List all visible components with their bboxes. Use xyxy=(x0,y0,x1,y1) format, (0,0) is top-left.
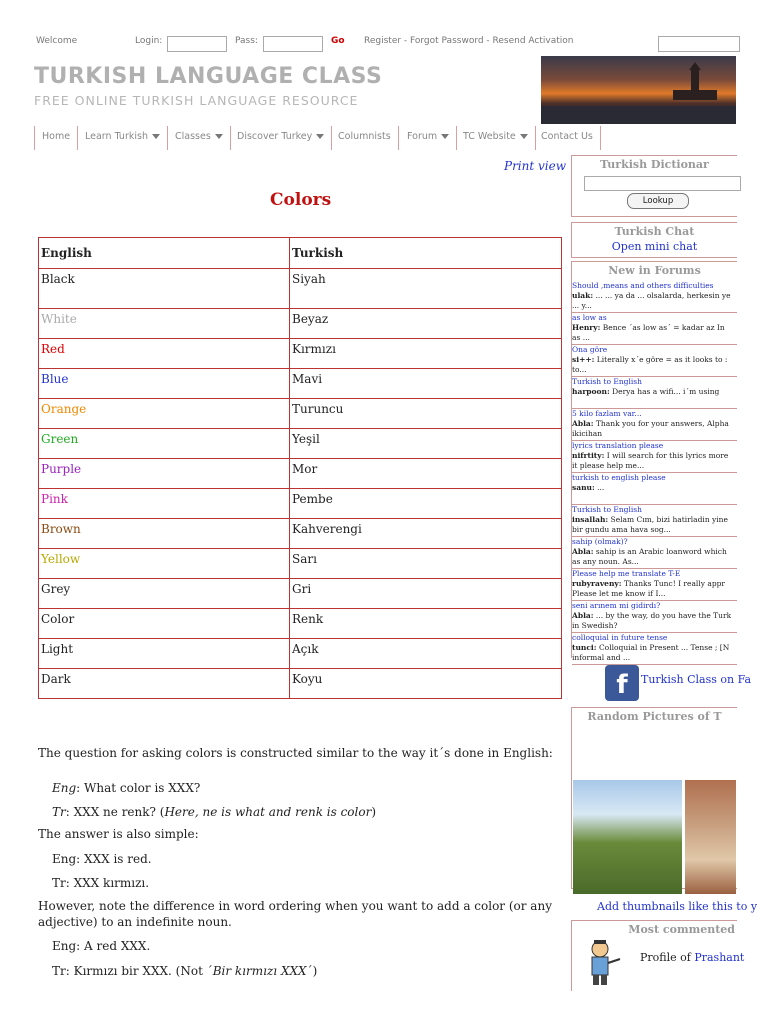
english-cell: Light xyxy=(39,639,290,669)
english-cell: Color xyxy=(39,609,290,639)
forum-snippet xyxy=(572,451,737,461)
forum-item[interactable] xyxy=(572,441,737,473)
most-commented-title: Most commented xyxy=(628,923,735,936)
go-button[interactable]: Go xyxy=(331,36,345,46)
english-cell: Pink xyxy=(39,489,290,519)
forum-text: Selam Cım, bizi hatirladin yine xyxy=(608,515,728,524)
profile-label: Profile of xyxy=(640,951,691,964)
table-row xyxy=(39,399,562,429)
turkish-cell: Açık xyxy=(290,639,562,669)
forum-text: Thank you for your answers, Alpha xyxy=(593,419,729,428)
forum-thread-title[interactable]: Turkish to English xyxy=(572,505,642,514)
login-input[interactable] xyxy=(167,36,227,52)
turkish-cell: Kırmızı xyxy=(290,339,562,369)
turkish-cell: Gri xyxy=(290,579,562,609)
turkish-cell: Mor xyxy=(290,459,562,489)
account-links[interactable]: Register - Forgot Password - Resend Activation xyxy=(364,36,574,46)
forum-thread-title[interactable]: Please help me translate T-E xyxy=(572,569,681,578)
search-input[interactable] xyxy=(658,36,740,52)
intro-paragraph: The question for asking colors is constructed similar to the way it´s done in English: xyxy=(38,746,553,760)
nav-forum[interactable] xyxy=(400,126,457,150)
chat-box xyxy=(571,222,737,258)
forum-snippet xyxy=(572,483,737,493)
nav-discover-label: Discover Turkey xyxy=(237,131,313,142)
table-row xyxy=(39,609,562,639)
forum-user: si++: xyxy=(572,355,595,364)
dictionary-input[interactable] xyxy=(584,176,741,191)
nav-columnists[interactable] xyxy=(331,126,399,150)
profile-name-link[interactable]: Prashant xyxy=(694,951,745,964)
turkish-cell: Beyaz xyxy=(290,309,562,339)
site-subtitle: FREE ONLINE TURKISH LANGUAGE RESOURCE xyxy=(34,93,359,108)
dictionary-title: Turkish Dictionar xyxy=(600,158,709,171)
top-login-bar xyxy=(0,36,768,56)
forum-user: sanu: xyxy=(572,483,595,492)
nav-classes-label: Classes xyxy=(175,131,211,142)
table-row xyxy=(39,429,562,459)
forum-user: Henry: xyxy=(572,323,601,332)
add-thumbnails-link[interactable]: Add thumbnails like this to y xyxy=(597,900,758,913)
forum-item[interactable] xyxy=(572,569,737,601)
open-chat-link[interactable]: Open mini chat xyxy=(611,240,698,253)
forum-more: ikicihan xyxy=(572,429,603,438)
forum-item[interactable] xyxy=(572,313,737,345)
forum-snippet xyxy=(572,323,737,333)
forum-user: Abla: xyxy=(572,611,594,620)
market-photo[interactable] xyxy=(685,780,736,894)
facebook-link[interactable]: Turkish Class on Fa xyxy=(641,673,752,686)
forum-more: as ... xyxy=(572,333,590,342)
english-cell: White xyxy=(39,309,290,339)
forum-user: harpoon: xyxy=(572,387,610,396)
forum-thread-title[interactable]: seni arınem mi gidirdı? xyxy=(572,601,661,610)
forum-text: ... xyxy=(594,483,605,492)
nav-tc-website[interactable] xyxy=(456,126,536,150)
forum-user: rubyraveny: xyxy=(572,579,622,588)
nav-learn-label: Learn Turkish xyxy=(85,131,148,142)
english-cell: Brown xyxy=(39,519,290,549)
english-cell: Grey xyxy=(39,579,290,609)
table-row xyxy=(39,639,562,669)
profile-line xyxy=(640,951,744,964)
example-tr-3 xyxy=(38,963,576,979)
chevron-down-icon xyxy=(215,134,223,139)
english-cell: Blue xyxy=(39,369,290,399)
forum-item[interactable] xyxy=(572,473,737,505)
chat-title: Turkish Chat xyxy=(614,225,695,238)
nav-tc-label: TC Website xyxy=(463,131,516,142)
forum-text: ... by the way, do you have the Turk xyxy=(593,611,732,620)
forum-text: Colloquial in Present ... Tense ; [N xyxy=(596,643,730,652)
example-eng-2: Eng: XXX is red. xyxy=(52,852,152,866)
tr3-b: Bir kırmızı XXX xyxy=(212,964,307,978)
login-label: Login: xyxy=(135,36,163,46)
turkish-cell: Pembe xyxy=(290,489,562,519)
answer-paragraph: The answer is also simple: xyxy=(38,827,199,841)
forum-text: Bence ´as low as´ = kadar az In xyxy=(600,323,725,332)
forum-more: ... y... xyxy=(572,301,592,310)
tr-close: ) xyxy=(371,805,377,819)
tr-label: Tr xyxy=(52,805,66,819)
forum-text: Derya has a wifi... i´m using xyxy=(609,387,720,396)
forum-snippet xyxy=(572,611,737,621)
english-cell: Black xyxy=(39,269,290,309)
english-cell: Green xyxy=(39,429,290,459)
forum-text: I will search for this lyrics more xyxy=(604,451,729,460)
nav-contact-label: Contact Us xyxy=(541,131,593,142)
tr-text: : XXX ne renk? ( xyxy=(65,805,165,819)
forum-more: informal and ... xyxy=(572,653,631,662)
forum-snippet xyxy=(572,547,737,557)
turkish-cell: Koyu xyxy=(290,669,562,699)
chevron-down-icon xyxy=(316,134,324,139)
forum-thread-title[interactable]: lyrics translation please xyxy=(572,441,664,450)
forum-user: insallah: xyxy=(572,515,609,524)
lookup-button[interactable]: Lookup xyxy=(627,193,689,209)
forum-item[interactable] xyxy=(572,345,737,377)
forum-item[interactable] xyxy=(572,601,737,633)
chevron-down-icon xyxy=(441,134,449,139)
turkish-cell: Renk xyxy=(290,609,562,639)
table-row xyxy=(39,579,562,609)
forum-thread-title[interactable]: as low as xyxy=(572,313,607,322)
forums-box xyxy=(571,261,737,662)
forum-text: sahip is an Arabic loanword which xyxy=(593,547,727,556)
forum-more: in Swedish? xyxy=(572,621,618,630)
english-cell: Red xyxy=(39,339,290,369)
table-row xyxy=(39,369,562,399)
table-row xyxy=(39,459,562,489)
lighthouse-icon xyxy=(541,56,736,124)
dictionary-box xyxy=(571,155,737,217)
chevron-down-icon xyxy=(520,134,528,139)
forum-thread-title[interactable]: Turkish to English xyxy=(572,377,642,386)
forum-user: nifrtity: xyxy=(572,451,605,460)
tr-note: Here, ne is what and renk is color xyxy=(164,805,372,819)
forum-item[interactable] xyxy=(572,633,737,665)
forum-thread-title[interactable]: Should ,means and others difficulties xyxy=(572,281,714,290)
table-row xyxy=(39,339,562,369)
eng-text: : What color is XXX? xyxy=(76,781,201,795)
forum-text: Thanks Tunc! I really appr xyxy=(621,579,726,588)
example-eng-3: Eng: A red XXX. xyxy=(52,939,151,953)
forum-snippet xyxy=(572,291,737,301)
forum-more: to... xyxy=(572,365,587,374)
turkish-cell: Turuncu xyxy=(290,399,562,429)
table-row xyxy=(39,269,562,309)
forum-thread-title[interactable]: sahip (olmak)? xyxy=(572,537,628,546)
turkish-cell: Siyah xyxy=(290,269,562,309)
forum-snippet xyxy=(572,579,737,589)
nav-columnists-label: Columnists xyxy=(338,131,391,142)
facebook-icon[interactable]: f xyxy=(605,665,639,701)
forum-user: ulak: xyxy=(572,291,594,300)
page-title: Colors xyxy=(270,190,332,210)
header-turkish: Turkish xyxy=(290,238,562,269)
site-title[interactable]: TURKISH LANGUAGE CLASS xyxy=(34,64,383,89)
eng-label: Eng xyxy=(52,781,77,795)
forum-snippet xyxy=(572,387,737,397)
nav-classes[interactable] xyxy=(168,126,231,150)
forum-snippet xyxy=(572,643,737,653)
forum-item[interactable] xyxy=(572,281,737,313)
hill-photo[interactable] xyxy=(573,780,682,894)
forum-item[interactable] xyxy=(572,409,737,441)
random-pictures-title: Random Pictures of T xyxy=(587,710,722,723)
nav-discover-turkey[interactable] xyxy=(230,126,332,150)
cartoon-avatar-icon xyxy=(582,937,622,987)
pass-label: Pass: xyxy=(235,36,258,46)
forum-snippet xyxy=(572,419,737,429)
forum-user: tunci: xyxy=(572,643,597,652)
forum-text: ... ... ya da ... olsalarda, herkesin ye xyxy=(593,291,731,300)
forums-title: New in Forums xyxy=(608,264,701,277)
table-row xyxy=(39,549,562,579)
forum-user: Abla: xyxy=(572,419,594,428)
forum-item[interactable] xyxy=(572,537,737,569)
nav-home[interactable] xyxy=(34,126,78,150)
example-eng-1 xyxy=(38,780,576,796)
example-tr-1 xyxy=(38,804,576,820)
forum-thread-title[interactable]: colloquial in future tense xyxy=(572,633,668,642)
forum-item[interactable] xyxy=(572,377,737,409)
example-tr-2: Tr: XXX kırmızı. xyxy=(52,876,150,890)
turkish-cell: Mavi xyxy=(290,369,562,399)
forum-thread-title[interactable]: turkish to english please xyxy=(572,473,666,482)
forum-more: Please let me know if I... xyxy=(572,589,666,598)
forum-thread-title[interactable]: Ona göre xyxy=(572,345,608,354)
english-cell: Yellow xyxy=(39,549,290,579)
table-row xyxy=(39,489,562,519)
table-row xyxy=(39,669,562,699)
most-commented-box xyxy=(571,920,745,991)
password-input[interactable] xyxy=(263,36,323,52)
header-lighthouse-photo xyxy=(541,56,736,124)
forum-snippet xyxy=(572,515,737,525)
english-cell: Purple xyxy=(39,459,290,489)
colors-table xyxy=(38,237,562,699)
turkish-cell: Sarı xyxy=(290,549,562,579)
table-row xyxy=(39,519,562,549)
forum-user: Abla: xyxy=(572,547,594,556)
forum-more: bir gundu ama hava sog... xyxy=(572,525,671,534)
forum-list xyxy=(572,279,737,663)
english-cell: Orange xyxy=(39,399,290,429)
english-cell: Dark xyxy=(39,669,290,699)
header-english: English xyxy=(39,238,290,269)
turkish-cell: Kahverengi xyxy=(290,519,562,549)
forum-thread-title[interactable]: 5 kilo fazlam var... xyxy=(572,409,642,418)
nav-home-label: Home xyxy=(42,131,71,142)
nav-forum-label: Forum xyxy=(407,131,438,142)
however-paragraph: However, note the difference in word ordering when you want to add a color (or any adjective) to an indefinite noun. xyxy=(38,899,552,929)
forum-more: as any noun. As... xyxy=(572,557,639,566)
print-view-link[interactable]: Print view xyxy=(504,159,567,173)
tr3-c: ´) xyxy=(306,964,318,978)
tr3-a: Tr: Kırmızı bir XXX. (Not ´ xyxy=(52,964,213,978)
chevron-down-icon xyxy=(152,134,160,139)
table-row xyxy=(39,309,562,339)
forum-item[interactable] xyxy=(572,505,737,537)
forum-snippet xyxy=(572,355,737,365)
forum-more: it please help me... xyxy=(572,461,645,470)
nav-contact-us[interactable] xyxy=(534,126,601,150)
nav-learn-turkish[interactable] xyxy=(78,126,168,150)
forum-text: Literally x´e göre = as it looks to : xyxy=(594,355,728,364)
welcome-text: Welcome xyxy=(36,36,78,46)
turkish-cell: Yeşil xyxy=(290,429,562,459)
